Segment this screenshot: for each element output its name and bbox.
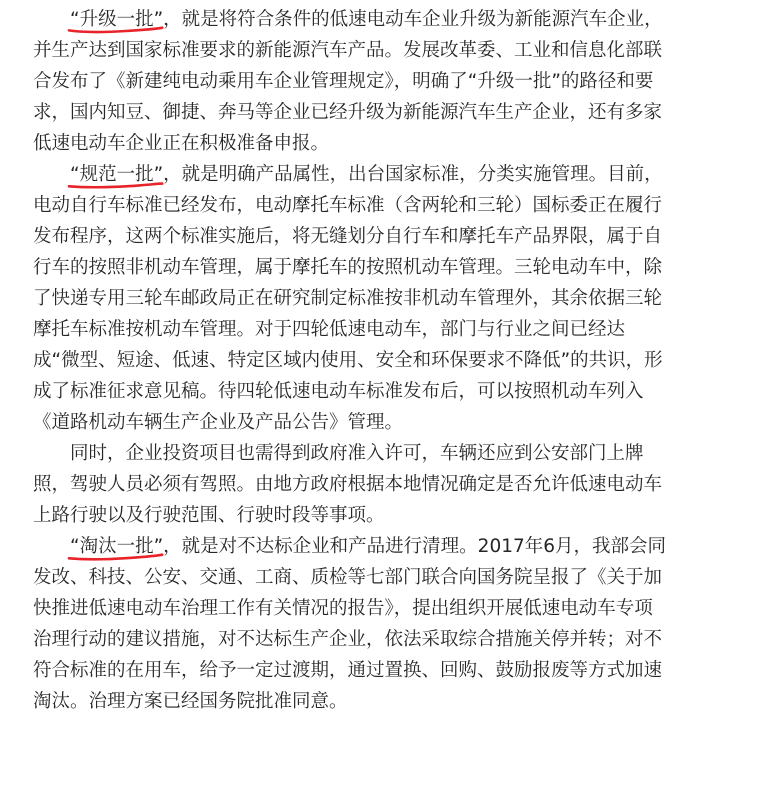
text-line: 《道路机动车辆生产企业及产品公告》管理。 [33, 412, 404, 433]
text-line: 符合标准的在用车，给予一定过渡期，通过置换、回购、鼓励报废等方式加速 [33, 660, 663, 681]
text-line: 发布程序，这两个标准实施后，将无缝划分自行车和摩托车产品界限，属于自 [33, 226, 663, 247]
text-line: 治理行动的建议措施，对不达标生产企业，依法采取综合措施关停并转；对不 [33, 629, 663, 650]
text-line: 成“微型、短途、低速、特定区域内使用、安全和环保要求不降低”的共识，形 [33, 350, 663, 371]
text-line: 电动自行车标准已经发布，电动摩托车标准（含两轮和三轮）国标委正在履行 [33, 195, 663, 216]
text-line: 求，国内知豆、御捷、奔马等企业已经升级为新能源汽车生产企业，还有多家 [33, 102, 663, 123]
text-line: 了快递专用三轮车邮政局正在研究制定标准按非机动车管理外，其余依据三轮 [33, 288, 663, 309]
text-line: 行车的按照非机动车管理，属于摩托车的按照机动车管理。三轮电动车中，除 [33, 257, 663, 278]
text-line: 上路行驶以及行驶范围、行驶时段等事项。 [33, 505, 385, 526]
text-line: “淘汰一批” ，就是对不达标企业和产品进行清理。2017年6月，我部会同 [33, 531, 738, 562]
text-line: 成了标准征求意见稿。待四轮低速电动车标准发布后，可以按照机动车列入 [33, 381, 644, 402]
text-line: 淘汰。治理方案已经国务院批准同意。 [33, 691, 348, 712]
text-line: 合发布了《新建纯电动乘用车企业管理规定》，明确了“升级一批”的路径和要 [33, 71, 654, 92]
paragraph-permits [33, 438, 738, 531]
text-line: 摩托车标准按机动车管理。对于四轮低速电动车，部门与行业之间已经达 [33, 319, 626, 340]
paragraph-eliminate [33, 531, 738, 717]
text-line: 发改、科技、公安、交通、工商、质检等七部门联合向国务院呈报了《关于加 [33, 567, 663, 588]
paragraph-upgrade [33, 4, 738, 159]
highlighted-term: “淘汰一批” [70, 531, 163, 562]
text-line: 快推进低速电动车治理工作有关情况的报告》，提出组织开展低速电动车专项 [33, 598, 653, 619]
text-line: 照，驾驶人员必须有驾照。由地方政府根据本地情况确定是否允许低速电动车 [33, 474, 663, 495]
paragraph-standardize [33, 159, 738, 438]
highlighted-term: “升级一批” [70, 4, 163, 35]
text-line: 并生产达到国家标准要求的新能源汽车产品。发展改革委、工业和信息化部联 [33, 40, 663, 61]
text-line: “规范一批” ，就是明确产品属性，出台国家标准，分类实施管理。目前， [33, 159, 738, 190]
highlighted-term: “规范一批” [70, 159, 163, 190]
text-line: 低速电动车企业正在积极准备申报。 [33, 133, 330, 154]
text-line: “升级一批” ，就是将符合条件的低速电动车企业升级为新能源汽车企业， [33, 4, 738, 35]
text-line: 同时，企业投资项目也需得到政府准入许可，车辆还应到公安部门上牌 [70, 443, 644, 464]
